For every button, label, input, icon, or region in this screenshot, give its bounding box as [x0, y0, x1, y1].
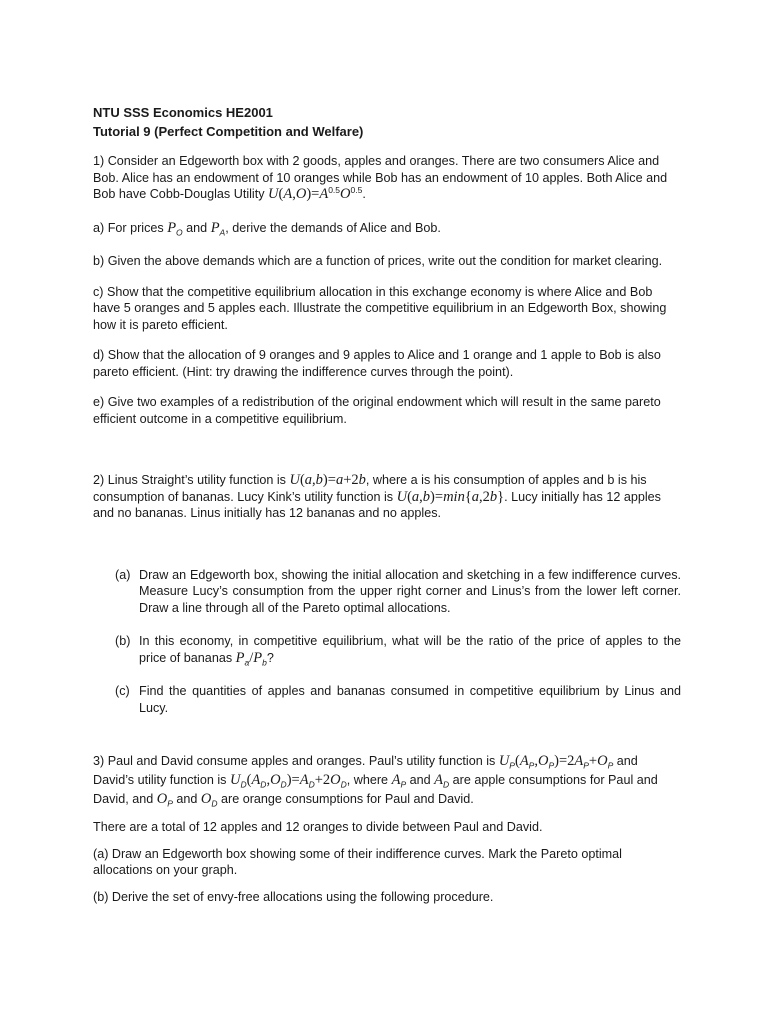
q1-part-d: d) Show that the allocation of 9 oranges and 9 apples to Alice and 1 orange and 1 apple to Bob is also pareto efficient. (Hint: try drawing the indifference curves through the point).: [93, 348, 661, 379]
course-title: NTU SSS Economics HE2001: [93, 105, 273, 120]
cobb-douglas-formula: U: [268, 186, 279, 202]
q1-part-b: b) Given the above demands which are a function of prices, write out the condition for market clearing.: [93, 254, 663, 268]
q2-item-a: (a) Draw an Edgeworth box, showing the initial allocation and sketching in a few indifference curves. Measure Lucy’s consumption from the upper right corner and Linus’s from the lower left corner. Draw a line through all of the Pareto optimal allocations.: [115, 567, 681, 615]
document-page: [93, 103, 681, 905]
q1-intro: 1) Consider an Edgeworth box with 2 goods, apples and oranges. There are two consumers Alice and Bob. Alice has an endowment of 10 oranges while Bob has an endowment of 10 apples. Both Alice and Bob have Cobb-Douglas Utility $U(A,O)=A^{0.5}O^{0.5}$.: [93, 154, 668, 202]
q2-item-b: (b) In this economy, in competitive equilibrium, what will be the ratio of the price of apples to the price of bananas $P_a/P_b$?: [115, 634, 681, 668]
q1-part-c: c) Show that the competitive equilibrium allocation in this exchange economy is where Alice and Bob have 5 oranges and 5 apples each. Illustrate the competitive equilibrium in an Edgeworth Box, showing how it is pareto efficient.: [93, 284, 667, 332]
q1-part-e: e) Give two examples of a redistribution of the original endowment which will result in the same pareto efficient outcome in a competitive equilibrium.: [93, 395, 661, 426]
q3-intro: 3) Paul and David consume apples and oranges. Paul’s utility function is $U_P(A_P,O_P)=2A_P+O_P$ and David’s utility function is $U_D(A_D,O_D)=A_D+2O_D$, where $A_P$ and $A_D$ are apple consumptions for Paul and David, and $O_P$ and $O_D$ are orange consumptions for Paul and David.: [93, 753, 658, 809]
q2-intro: 2) Linus Straight’s utility function is U(a,b)=a+2b, where a is his consumption of apples and b is his consumption of bananas. Lucy Kink’s utility function is U(a,b)=min{a,2b}. Lucy initially has 12 apples and no bananas. Linus initially has 12 bananas and no apples.: [93, 472, 661, 520]
q3-total: There are a total of 12 apples and 12 oranges to divide between Paul and David.: [93, 820, 543, 834]
q2-item-c: (c) Find the quantities of apples and bananas consumed in competitive equilibrium by Linus and Lucy.: [115, 684, 681, 715]
q3-part-a: (a) Draw an Edgeworth box showing some of their indifference curves. Mark the Pareto optimal allocations on your graph.: [93, 846, 622, 877]
q3-part-b: (b) Derive the set of envy-free allocations using the following procedure.: [93, 889, 494, 904]
tutorial-title: Tutorial 9 (Perfect Competition and Welfare): [93, 124, 364, 139]
q2-subquestions: [115, 567, 681, 717]
q1-part-a: a) For prices $P_O$ and $P_A$, derive the demands of Alice and Bob.: [93, 219, 441, 238]
